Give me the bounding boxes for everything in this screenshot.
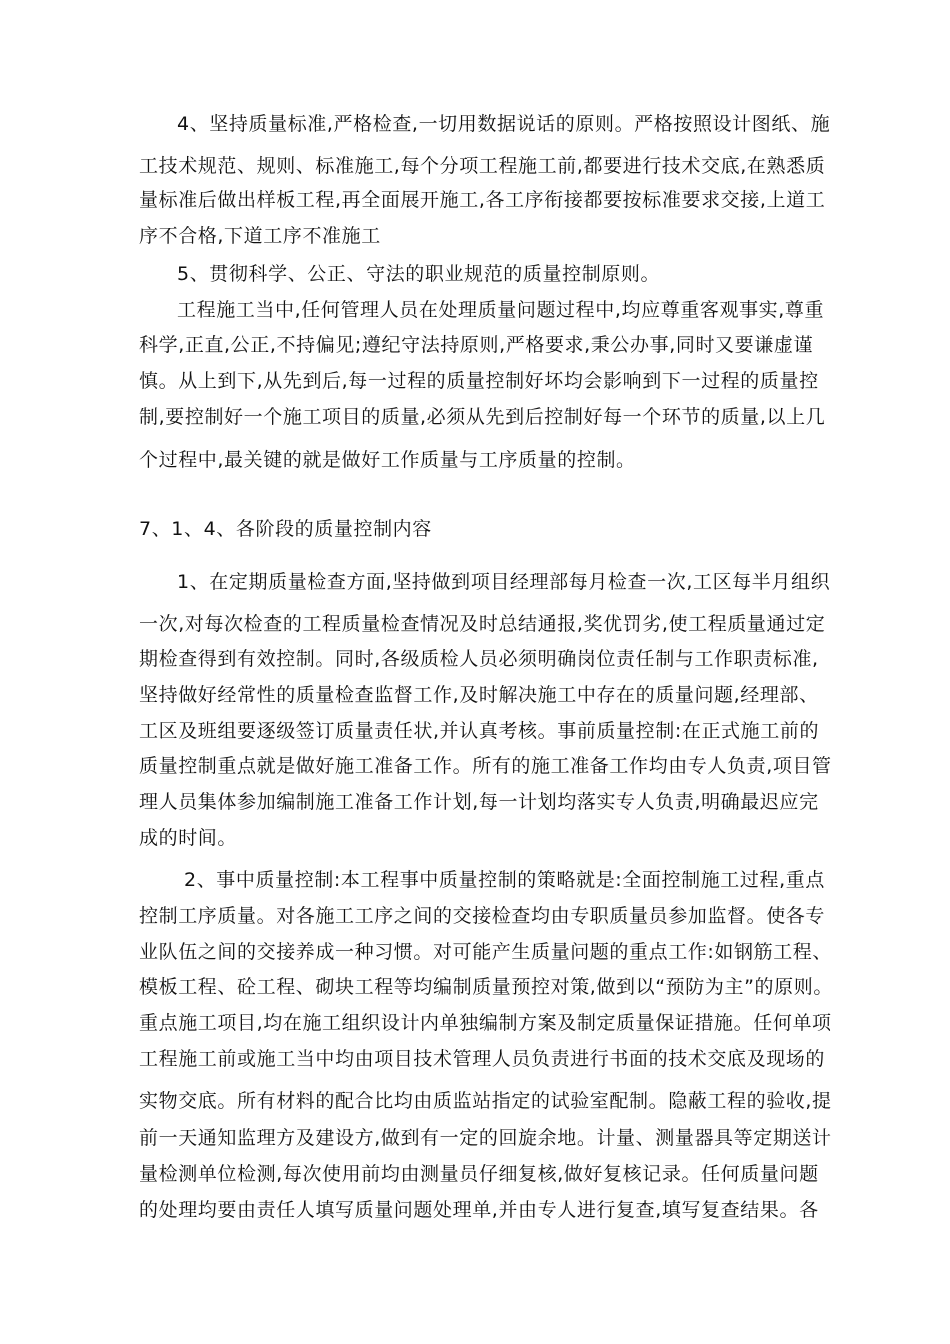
paragraph-line: 序不合格,下道工序不准施工 (139, 225, 381, 247)
paragraph-line: 实物交底。所有材料的配合比均由质监站指定的试验室配制。隐蔽工程的验收,提 (139, 1090, 832, 1112)
section-heading: 7、1、4、各阶段的质量控制内容 (139, 518, 432, 540)
paragraph-line: 工程施工前或施工当中均由项目技术管理人员负责进行书面的技术交底及现场的 (139, 1048, 826, 1070)
paragraph-line: 期检查得到有效控制。同时,各级质检人员必须明确岗位责任制与工作职责标准, (139, 648, 819, 670)
paragraph-line: 科学,正直,公正,不持偏见;遵纪守法持原则,严格要求,秉公办事,同时又要谦虚谨 (139, 334, 814, 356)
paragraph-line: 5、贯彻科学、公正、守法的职业规范的质量控制原则。 (177, 263, 661, 285)
paragraph-line: 1、在定期质量检查方面,坚持做到项目经理部每月检查一次,工区每半月组织 (177, 571, 831, 593)
paragraph-line: 2、事中质量控制:本工程事中质量控制的策略就是:全面控制施工过程,重点 (184, 869, 825, 891)
paragraph-line: 的处理均要由责任人填写质量问题处理单,并由专人进行复查,填写复查结果。各 (139, 1199, 819, 1221)
paragraph-line: 业队伍之间的交接养成一种习惯。对可能产生质量问题的重点工作:如钢筋工程、 (139, 941, 833, 963)
paragraph-line: 工程施工当中,任何管理人员在处理质量问题过程中,均应尊重客观事实,尊重 (177, 299, 825, 321)
paragraph-line: 量标准后做出样板工程,再全面展开施工,各工序衔接都要按标准要求交接,上道工 (139, 189, 826, 211)
paragraph-line: 模板工程、砼工程、砌块工程等均编制质量预控对策,做到以“预防为主”的原则。 (139, 976, 833, 998)
paragraph-line: 成的时间。 (139, 827, 238, 849)
paragraph-line: 坚持做好经常性的质量检查监督工作,及时解决施工中存在的质量问题,经理部、 (139, 684, 819, 706)
paragraph-line: 重点施工项目,均在施工组织设计内单独编制方案及制定质量保证措施。任何单项 (139, 1012, 832, 1034)
paragraph-line: 一次,对每次检查的工程质量检查情况及时总结通报,奖优罚劣,使工程质量通过定 (139, 613, 826, 635)
paragraph-line: 前一天通知监理方及建设方,做到有一定的回旋余地。计量、测量器具等定期送计 (139, 1127, 832, 1149)
paragraph-line: 质量控制重点就是做好施工准备工作。所有的施工准备工作均由专人负责,项目管 (139, 755, 832, 777)
paragraph-line: 工区及班组要逐级签订质量责任状,并认真考核。事前质量控制:在正式施工前的 (139, 720, 820, 742)
paragraph-line: 4、坚持质量标准,严格检查,一切用数据说话的原则。严格按照设计图纸、施 (177, 113, 831, 135)
paragraph-line: 制,要控制好一个施工项目的质量,必须从先到后控制好每一个环节的质量,以上几 (139, 406, 826, 428)
paragraph-line: 慎。从上到下,从先到后,每一过程的质量控制好坏均会影响到下一过程的质量控 (139, 370, 819, 392)
paragraph-line: 量检测单位检测,每次使用前均由测量员仔细复核,做好复核记录。任何质量问题 (139, 1163, 819, 1185)
paragraph-line: 个过程中,最关键的就是做好工作质量与工序质量的控制。 (139, 449, 636, 471)
paragraph-line: 理人员集体参加编制施工准备工作计划,每一计划均落实专人负责,明确最迟应完 (139, 791, 819, 813)
paragraph-line: 工技术规范、规则、标准施工,每个分项工程施工前,都要进行技术交底,在熟悉质 (139, 155, 826, 177)
paragraph-line: 控制工序质量。对各施工工序之间的交接检查均由专职质量员参加监督。使各专 (139, 905, 826, 927)
